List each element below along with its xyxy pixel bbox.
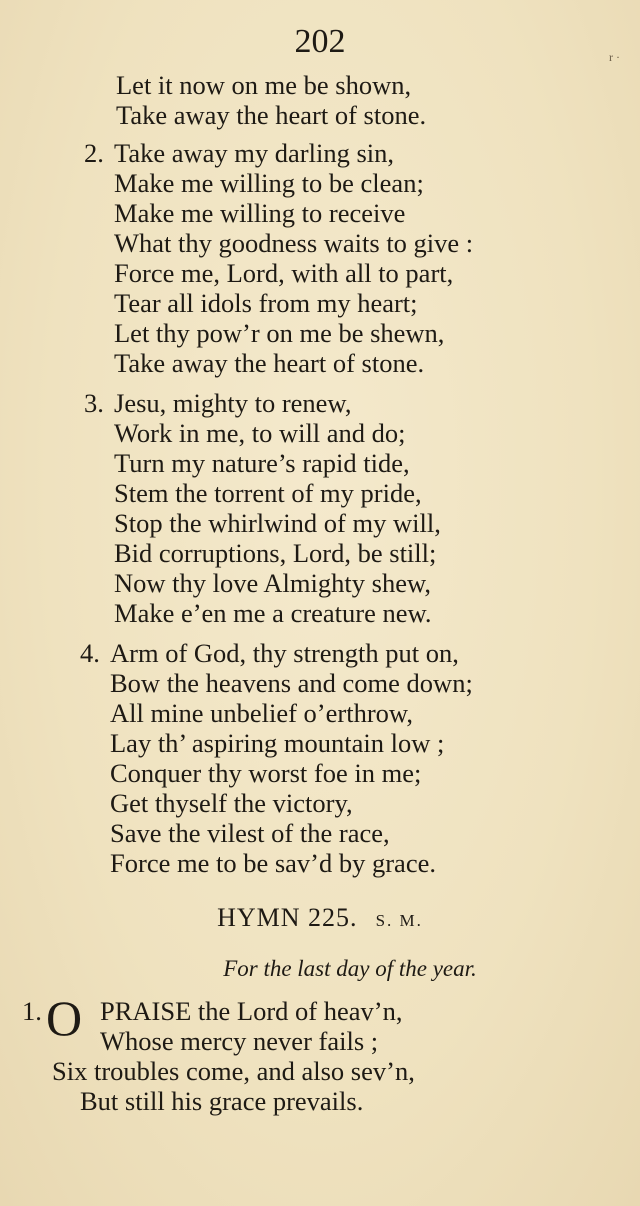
verse-line: Bid corruptions, Lord, be still; (114, 538, 437, 568)
verse-line: Jesu, mighty to renew, (114, 388, 352, 418)
verse-line: What thy goodness waits to give : (114, 228, 474, 258)
verse-line: Bow the heavens and come down; (110, 668, 473, 698)
verse-line: Make me willing to receive (114, 198, 406, 228)
verse-line: Make e’en me a creature new. (114, 598, 432, 628)
verse-line: Lay th’ aspiring mountain low ; (110, 728, 445, 758)
drop-cap: O (46, 990, 83, 1046)
hymn-meter: S. M. (375, 911, 423, 930)
verse-line: Now thy love Almighty shew, (114, 568, 432, 598)
verse-line: Turn my nature’s rapid tide, (114, 448, 410, 478)
verse-line: Stem the torrent of my pride, (114, 478, 422, 508)
verse-line: Arm of God, thy strength put on, (110, 638, 459, 668)
verse-line: Whose mercy never fails ; (100, 1026, 379, 1056)
verse-line: All mine unbelief o’erthrow, (110, 698, 413, 728)
stanza-number: 4. (80, 638, 100, 668)
verse-line: Take away the heart of stone. (114, 348, 425, 378)
verse-line: Force me, Lord, with all to part, (114, 258, 454, 288)
verse-line: Work in me, to will and do; (114, 418, 406, 448)
verse-line: Take away the heart of stone. (116, 100, 427, 130)
verse-line: Save the vilest of the race, (110, 818, 390, 848)
verse-line: Stop the whirlwind of my will, (114, 508, 441, 538)
stanza-number: 1. (22, 996, 42, 1026)
verse-line: Conquer thy worst foe in me; (110, 758, 422, 788)
verse-line: Let it now on me be shown, (116, 70, 412, 100)
verse-line: Make me willing to be clean; (114, 168, 424, 198)
hymn-subtitle: For the last day of the year. (223, 956, 477, 981)
hymn-number: HYMN 225. (217, 903, 358, 932)
verse-line: But still his grace prevails. (80, 1086, 364, 1116)
corner-mark: r · (609, 50, 620, 64)
verse-line: Let thy pow’r on me be shewn, (114, 318, 445, 348)
hymn-title (0, 903, 640, 936)
verse-line: Take away my darling sin, (114, 138, 394, 168)
verse-line: Tear all idols from my heart; (114, 288, 418, 318)
verse-line: Force me to be sav’d by grace. (110, 848, 436, 878)
stanza-number: 2. (84, 138, 104, 168)
verse-line: Get thyself the victory, (110, 788, 353, 818)
verse-line: Six troubles come, and also sev’n, (52, 1056, 415, 1086)
verse-line: PRAISE the Lord of heav’n, (100, 996, 403, 1026)
page-number: 202 (294, 23, 346, 60)
stanza-number: 3. (84, 388, 104, 418)
